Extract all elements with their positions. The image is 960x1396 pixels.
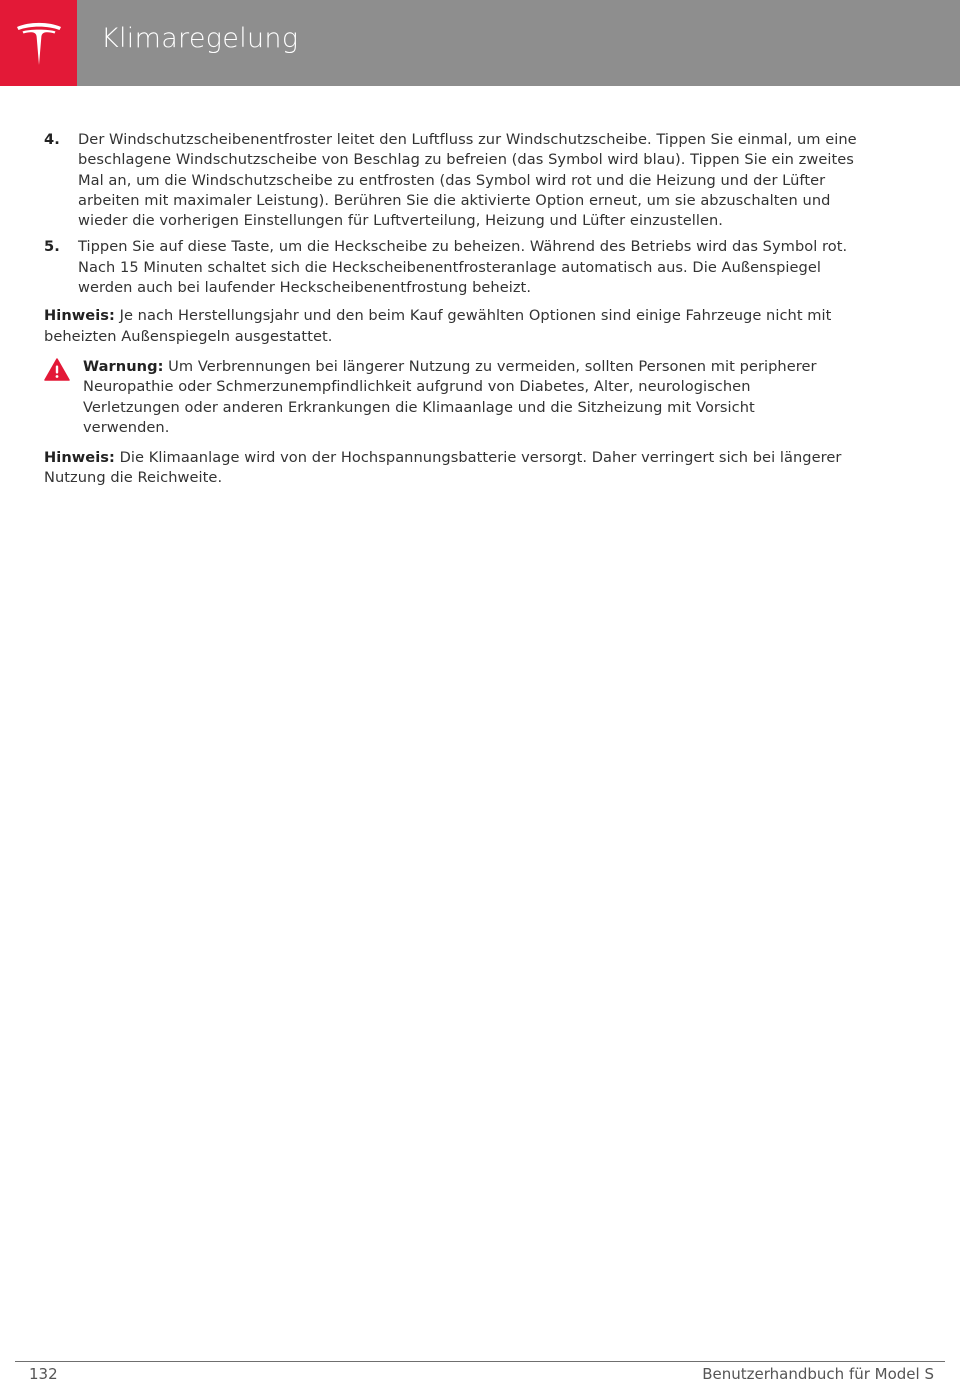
list-item-4 — [44, 130, 874, 231]
warning-label: Warnung: — [83, 357, 164, 375]
note-text: Je nach Herstellungsjahr und den beim Kauf gewählten Optionen sind einige Fahrzeuge nicht mit beheizten Außenspiegeln ausgestattet. — [44, 307, 832, 345]
list-item-5 — [44, 237, 874, 298]
page-title: Klimaregelung — [101, 23, 299, 54]
list-number: 5. — [44, 238, 60, 256]
note-text: Die Klimaanlage wird von der Hochspannungsbatterie versorgt. Daher verringert sich bei längerer Nutzung die Reichweite. — [44, 449, 842, 487]
note-battery — [44, 448, 874, 489]
note-heated-mirrors — [44, 306, 874, 347]
list-text: Tippen Sie auf diese Taste, um die Heckscheibe zu beheizen. Während des Betriebs wird das Symbol rot. Nach 15 Minuten schaltet sich die Heckscheibenentfrosteranlage automatisch aus. Die Außenspiegel werden auch bei laufender Heckscheibenentfrostung beheizt. — [78, 238, 848, 297]
page-number: 132 — [29, 1365, 58, 1383]
manual-title: Benutzerhandbuch für Model S — [702, 1365, 934, 1383]
warning-text-block — [83, 357, 874, 438]
brand-logo-box — [0, 0, 77, 86]
tesla-logo-icon — [14, 18, 64, 68]
note-label: Hinweis: — [44, 307, 115, 325]
list-number: 4. — [44, 131, 60, 148]
warning-text: Um Verbrennungen bei längerer Nutzung zu vermeiden, sollten Personen mit peripherer Neuropathie oder Schmerzunempfindlichkeit aufgrund von Diabetes, Alter, neurologischen Verletzungen oder anderen Erkrankungen die Klimaanlage und die Sitzheizung mit Vorsicht verwenden. — [83, 357, 817, 436]
note-label: Hinweis: — [44, 449, 115, 467]
page-header — [0, 0, 960, 86]
footer-divider — [15, 1361, 945, 1362]
warning-block — [44, 357, 874, 438]
list-text: Der Windschutzscheibenentfroster leitet den Luftfluss zur Windschutzscheibe. Tippen Sie einmal, um eine beschlagene Windschutzscheibe von Beschlag zu befreien (das Symbol wird blau). Tippen Sie ein zweites Mal an, um die Windschutzscheibe zu entfrosten (das Symbol wird rot und die Heizung und der Lüfter arbeiten mit maximaler Leistung). Berühren Sie die aktivierte Option erneut, um sie abzuschalten und wieder die vorherigen Einstellungen für Luftverteilung, Heizung und Lüfter einzustellen. — [78, 131, 857, 230]
main-content — [44, 130, 874, 489]
warning-triangle-icon — [44, 357, 83, 438]
